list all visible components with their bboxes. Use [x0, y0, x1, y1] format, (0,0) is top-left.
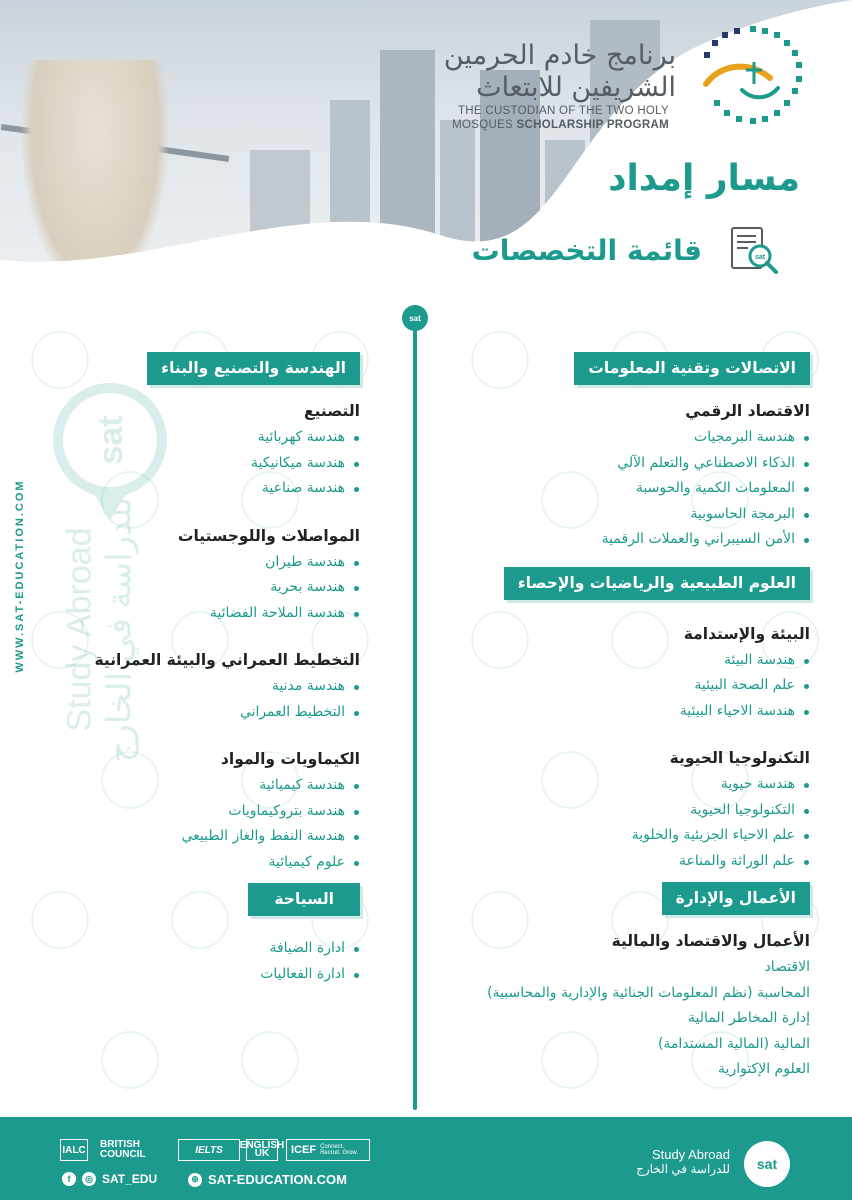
- study-abroad-ar: للدراسة في الخارج: [636, 1162, 730, 1176]
- list-item: البرمجة الحاسوبية: [450, 502, 810, 528]
- list-item: الاقتصاد: [764, 959, 810, 975]
- list-item: هندسة النفط والغاز الطبيعي: [20, 824, 360, 850]
- list-item: علم الوراثة والمناعة: [450, 849, 810, 875]
- document-search-icon: [726, 224, 780, 278]
- center-divider: [413, 330, 417, 1110]
- program-name-en-bold: SCHOLARSHIP PROGRAM: [516, 119, 669, 131]
- facebook-icon[interactable]: f: [62, 1172, 76, 1186]
- english-uk-line1: ENGLISH: [239, 1140, 285, 1151]
- list-item: المالية (المالية المستدامة): [657, 1035, 810, 1052]
- study-abroad-label: [610, 1147, 730, 1177]
- right-column: [450, 352, 810, 1083]
- list-item: التخطيط العمراني: [20, 700, 360, 726]
- list-item: المحاسبة (نظم المعلومات الجنائية والإدارية والمحاسبية): [487, 984, 810, 1001]
- list-item: هندسة كهربائية: [20, 425, 360, 451]
- list-item: هندسة البيئة: [450, 648, 810, 674]
- program-name-ar-line2: الشريفين للابتعاث: [476, 72, 676, 103]
- icef-logo: [286, 1139, 370, 1161]
- group-title: المواصلات واللوجستيات: [177, 526, 360, 545]
- group-chemicals: [20, 747, 360, 875]
- footer: [0, 1117, 852, 1200]
- watermark-badge: sat: [92, 415, 130, 465]
- list-item: علوم كيميائية: [20, 850, 360, 876]
- group-tourism: [20, 936, 360, 987]
- instagram-icon[interactable]: ◎: [82, 1172, 96, 1186]
- list-item: هندسة مدنية: [20, 674, 360, 700]
- group-environment: [450, 622, 810, 725]
- english-uk-line2: UK: [254, 1148, 270, 1159]
- section-ict: [450, 352, 810, 553]
- group-title: التخطيط العمراني والبيئة العمرانية: [94, 651, 360, 669]
- section-title: السياحة: [248, 883, 360, 916]
- british-council-logo: [96, 1139, 172, 1161]
- program-name-arabic: [416, 40, 676, 104]
- divider-sat-badge: sat: [402, 305, 428, 331]
- list-item: الذكاء الاصطناعي والتعلم الآلي: [450, 451, 810, 477]
- group-title: التكنولوجيا الحيوية: [669, 749, 810, 767]
- list-item: ادارة الفعاليات: [20, 962, 360, 988]
- list-title: قائمة التخصصات: [471, 234, 702, 267]
- group-business-finance: [450, 929, 810, 1083]
- group-title: الأعمال والاقتصاد والمالية: [611, 932, 810, 950]
- section-title: العلوم الطبيعية والرياضيات والإحصاء: [504, 567, 810, 600]
- list-item: العلوم الإكتوارية: [718, 1061, 810, 1077]
- icef-tagline: Connect. Recruit. Grow.: [320, 1144, 359, 1156]
- section-title: الهندسة والتصنيع والبناء: [147, 352, 360, 385]
- group-digital-economy: [450, 399, 810, 553]
- ialc-logo: IALC: [60, 1139, 88, 1161]
- watermark-text-en: Study Abroad: [60, 527, 99, 732]
- list-item: المعلومات الكمية والحوسبة: [450, 476, 810, 502]
- list-item: هندسة حيوية: [450, 772, 810, 798]
- section-engineering: [20, 352, 360, 875]
- program-name-ar-line1: برنامج خادم الحرمين: [443, 40, 676, 71]
- section-tourism: [20, 883, 360, 987]
- study-abroad-en: Study Abroad: [651, 1147, 730, 1162]
- list-item: هندسة كيميائية: [20, 773, 360, 799]
- list-item: هندسة صناعية: [20, 476, 360, 502]
- list-item: هندسة الملاحة الفضائية: [20, 601, 360, 627]
- group-title: التصنيع: [304, 402, 360, 420]
- group-transport: [20, 524, 360, 627]
- british-council-line2: COUNCIL: [100, 1149, 146, 1160]
- watermark-text-ar: للدراسة في الخارج: [100, 496, 139, 763]
- program-name-english: [409, 104, 669, 132]
- website-link: [188, 1172, 347, 1187]
- list-item: هندسة الاحياء البيئية: [450, 699, 810, 725]
- group-manufacturing: [20, 399, 360, 502]
- group-title: البيئة والإستدامة: [683, 624, 810, 643]
- social-handle[interactable]: SAT_EDU: [102, 1172, 158, 1186]
- british-council-line1: BRITISH: [100, 1139, 140, 1150]
- list-item: هندسة بحرية: [20, 575, 360, 601]
- list-item: هندسة البرمجيات: [450, 425, 810, 451]
- program-name-en-line1: THE CUSTODIAN OF THE TWO HOLY: [457, 105, 669, 117]
- website-url[interactable]: SAT-EDUCATION.COM: [208, 1172, 347, 1187]
- list-item: هندسة بتروكيماويات: [20, 799, 360, 825]
- section-title: الاتصالات وتقنية المعلومات: [574, 352, 810, 385]
- ielts-logo: IELTS: [178, 1139, 240, 1161]
- section-business: [450, 882, 810, 1083]
- side-website-url[interactable]: WWW.SAT-EDUCATION.COM: [14, 479, 26, 673]
- group-title: الاقتصاد الرقمي: [685, 402, 810, 420]
- group-urban-planning: [20, 648, 360, 725]
- sat-logo: sat: [744, 1141, 790, 1187]
- globe-icon: ⊕: [188, 1173, 202, 1187]
- list-item: التكنولوجيا الحيوية: [450, 798, 810, 824]
- program-name-en-line2: [409, 118, 669, 132]
- list-item: ادارة الضيافة: [20, 936, 360, 962]
- list-icon-label: sat: [754, 254, 766, 261]
- english-uk-logo: [239, 1139, 285, 1161]
- section-natural-sciences: [450, 567, 810, 875]
- list-item: هندسة ميكانيكية: [20, 451, 360, 477]
- program-logo-icon: [692, 22, 822, 132]
- social-links: [62, 1172, 157, 1186]
- icef-name: ICEF: [291, 1144, 317, 1156]
- left-column: [20, 352, 360, 987]
- section-title: الأعمال والإدارة: [662, 882, 810, 915]
- list-item: علم الاحياء الجزيئية والخلوية: [450, 823, 810, 849]
- list-item: علم الصحة البيئية: [450, 673, 810, 699]
- group-title: الكيماويات والمواد: [220, 750, 360, 768]
- group-biotech: [450, 746, 810, 874]
- program-name-en-part: MOSQUES: [452, 119, 517, 131]
- list-item: الأمن السيبراني والعملات الرقمية: [450, 527, 810, 553]
- list-item: إدارة المخاطر المالية: [688, 1010, 810, 1026]
- track-title: مسار إمداد: [608, 158, 800, 199]
- list-item: هندسة طيران: [20, 550, 360, 576]
